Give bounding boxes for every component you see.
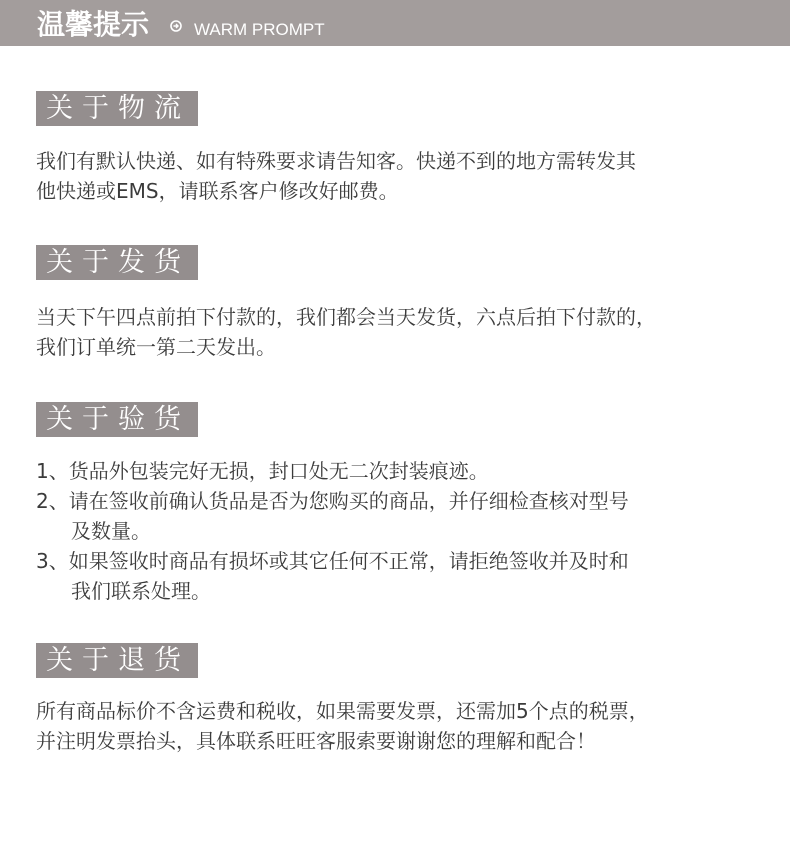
text-line: 并注明发票抬头，具体联系旺旺客服索要谢谢您的理解和配合！ xyxy=(36,729,596,753)
section-label-shipping: 关于发货 xyxy=(36,245,198,280)
page-header xyxy=(0,0,790,46)
header-title: 温馨提示 xyxy=(37,8,150,41)
header-subtitle: WARM PROMPT xyxy=(194,20,325,39)
section-text-logistics xyxy=(36,146,776,206)
section-text-shipping xyxy=(36,302,776,362)
list-item-continuation: 及数量。 xyxy=(71,519,151,543)
list-item-continuation: 我们联系处理。 xyxy=(71,579,211,603)
text-line: 当天下午四点前拍下付款的，我们都会当天发货，六点后拍下付款的， xyxy=(36,305,656,329)
section-label-returns: 关于退货 xyxy=(36,643,198,678)
text-line: 我们订单统一第二天发出。 xyxy=(36,335,276,359)
text-line: 我们有默认快递、如有特殊要求请告知客。快递不到的地方需转发其 xyxy=(36,149,636,173)
text-line: 他快递或EMS，请联系客户修改好邮费。 xyxy=(36,179,399,203)
text-line: 所有商品标价不含运费和税收，如果需要发票，还需加5个点的税票， xyxy=(36,699,649,723)
list-item: 3、如果签收时商品有损坏或其它任何不正常，请拒绝签收并及时和 xyxy=(36,549,629,573)
list-item: 1、货品外包装完好无损，封口处无二次封装痕迹。 xyxy=(36,459,489,483)
right-arrow-circle-icon xyxy=(170,20,182,32)
inspection-list xyxy=(36,456,776,606)
section-label-logistics: 关于物流 xyxy=(36,91,198,126)
section-label-inspection: 关于验货 xyxy=(36,402,198,437)
section-text-returns xyxy=(36,696,776,756)
list-item: 2、请在签收前确认货品是否为您购买的商品，并仔细检查核对型号 xyxy=(36,489,629,513)
